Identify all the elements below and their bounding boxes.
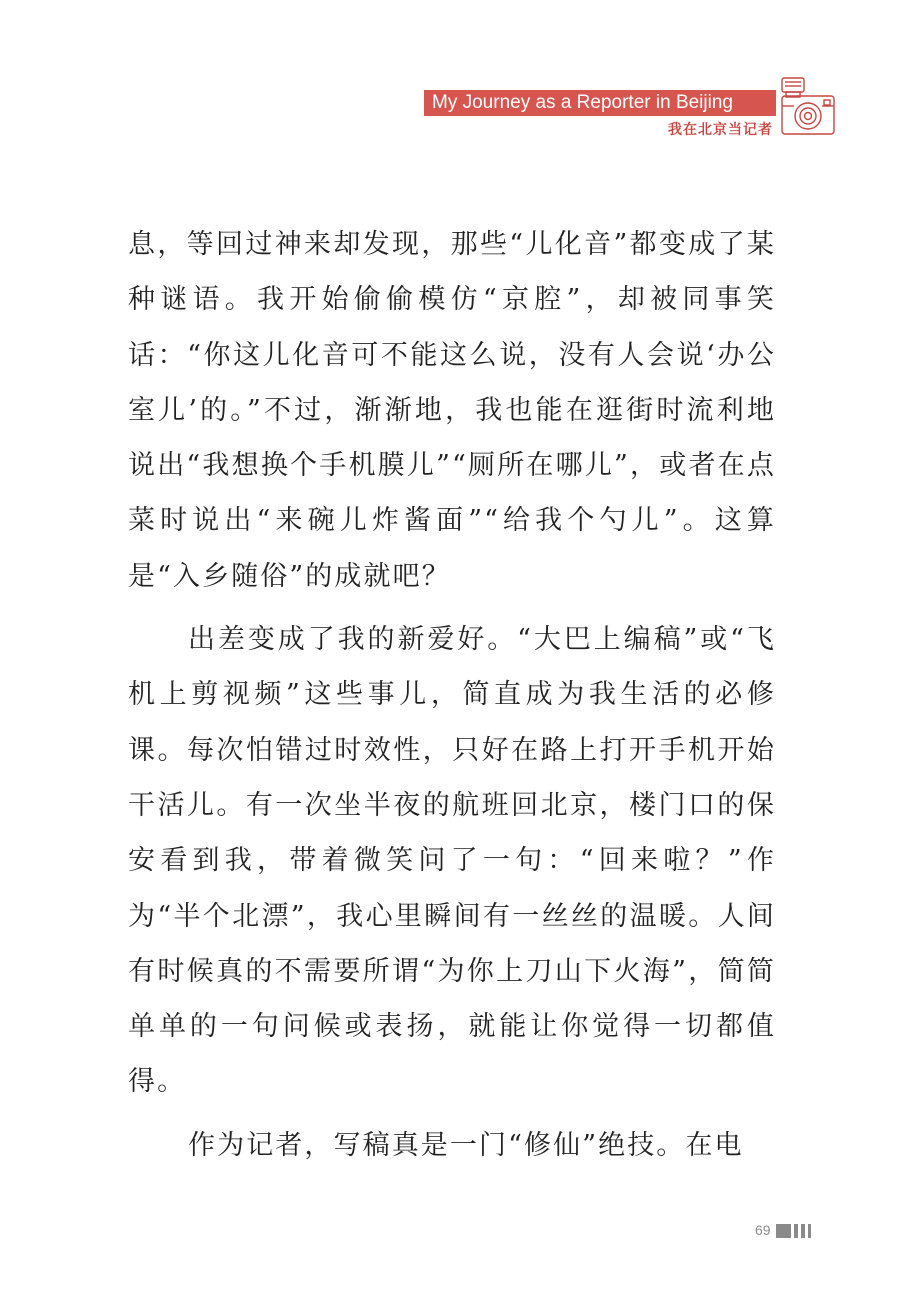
- paragraph: 出差变成了我的新爱好。“大巴上编稿”或“飞机上剪视频”这些事儿，简直成为我生活的必修课。每次怕错过时效性，只好在路上打开手机开始干活儿。有一次坐半夜的航班回北京，楼门口的保安看到我，带着微笑问了一句：“回来啦？”作为“半个北漂”，我心里瞬间有一丝丝的温暖。人间有时候真的不需要所谓“为你上刀山下火海”，简简单单的一句问候或表扬，就能让你觉得一切都值得。: [128, 624, 776, 1098]
- book-title-english: My Journey as a Reporter in Beijing: [424, 90, 776, 116]
- page-marker-icon: [776, 1224, 812, 1238]
- camera-icon: [778, 72, 838, 140]
- page-header: [0, 0, 900, 150]
- paragraph: 息，等回过神来却发现，那些“儿化音”都变成了某种谜语。我开始偷偷模仿“京腔”，却被同事笑话：“你这儿化音可不能这么说，没有人会说‘办公室儿’的。”不过，渐渐地，我也能在逛街时流利地说出“我想换个手机膜儿”“厕所在哪儿”，或者在点菜时说出“来碗儿炸酱面”“给我个勺儿”。这算是“入乡随俗”的成就吧？: [128, 229, 776, 592]
- paragraph: 作为记者，写稿真是一门“修仙”绝技。在电: [188, 1129, 744, 1161]
- page-number: 69: [755, 1222, 771, 1238]
- article-body: [128, 217, 776, 1173]
- book-title-chinese: 我在北京当记者: [668, 122, 773, 138]
